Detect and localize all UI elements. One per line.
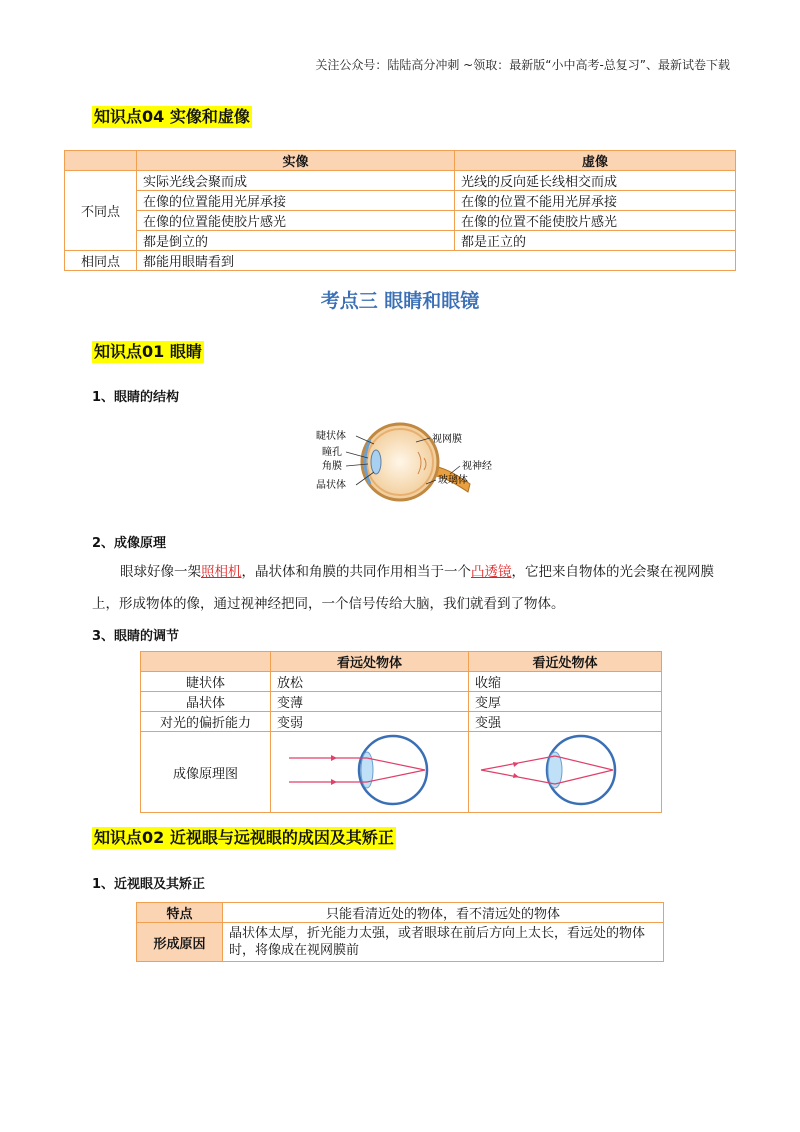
kp04-title: 知识点04 实像和虚像 — [94, 107, 250, 126]
row-label: 对光的偏折能力 — [141, 712, 271, 732]
para-text: 眼球好像一架 — [120, 564, 201, 580]
myopia-heading: 1、近视眼及其矫正 — [92, 877, 206, 892]
virtual-cell: 在像的位置不能用光屏承接 — [455, 191, 736, 211]
diff-label: 不同点 — [65, 171, 137, 251]
para-text: ，晶状体和角膜的共同作用相当于一个 — [241, 564, 471, 580]
cause-label: 形成原因 — [137, 923, 223, 962]
same-cell: 都能用眼睛看到 — [137, 251, 736, 271]
page-header: 关注公众号：陆陆高分冲刺 ~领取：最新版“小中高考-总复习”、最新试卷下载 — [315, 58, 730, 72]
adjustment-heading: 3、眼睛的调节 — [92, 629, 180, 644]
label-ciliary: 睫状体 — [316, 431, 346, 442]
far-vision-diagram — [271, 732, 467, 808]
far-cell: 变薄 — [271, 692, 469, 712]
label-optic-nerve: 视神经 — [462, 461, 492, 472]
virtual-cell: 都是正立的 — [455, 231, 736, 251]
kp01-title: 知识点01 眼睛 — [94, 342, 202, 361]
feature-label: 特点 — [137, 903, 223, 923]
diagram-label: 成像原理图 — [141, 732, 271, 813]
near-cell: 收缩 — [469, 672, 662, 692]
same-label: 相同点 — [65, 251, 137, 271]
far-diagram-cell — [271, 732, 469, 813]
para-text: ，它把来自物体的光会聚在视网膜上，形成物体的像，通过视神经把同，一个信号传给大脑，我们就看到了物体。 — [92, 564, 714, 612]
label-pupil: 瞳孔 — [322, 447, 342, 458]
imaging-heading: 2、成像原理 — [92, 536, 167, 551]
imaging-paragraph — [92, 556, 732, 620]
kp02-title: 知识点02 近视眼与远视眼的成因及其矫正 — [94, 828, 394, 847]
label-lens: 晶状体 — [316, 480, 346, 491]
real-cell: 在像的位置能使胶片感光 — [137, 211, 455, 231]
corner-cell — [141, 652, 271, 672]
far-cell: 变弱 — [271, 712, 469, 732]
col-real: 实像 — [137, 151, 455, 171]
row-label: 晶状体 — [141, 692, 271, 712]
camera-link[interactable]: 照相机 — [201, 564, 242, 580]
virtual-cell: 光线的反向延长线相交而成 — [455, 171, 736, 191]
convex-lens-link[interactable]: 凸透镜 — [471, 564, 512, 580]
feature-cell: 只能看清近处的物体，看不清远处的物体 — [223, 903, 664, 923]
myopia-table — [136, 902, 664, 962]
section-title: 考点三 眼睛和眼镜 — [320, 290, 480, 312]
eye-structure-heading: 1、眼睛的结构 — [92, 390, 180, 405]
eye-structure-diagram — [308, 418, 518, 504]
label-retina: 视网膜 — [432, 434, 462, 445]
label-cornea: 角膜 — [322, 461, 342, 472]
real-cell: 都是倒立的 — [137, 231, 455, 251]
near-vision-diagram — [469, 732, 655, 808]
cause-cell: 晶状体太厚，折光能力太强，或者眼球在前后方向上太长，看远处的物体时，将像成在视网膜前 — [223, 923, 664, 962]
label-vitreous: 玻璃体 — [438, 475, 468, 486]
col-far: 看远处物体 — [271, 652, 469, 672]
near-cell: 变厚 — [469, 692, 662, 712]
real-cell: 在像的位置能用光屏承接 — [137, 191, 455, 211]
col-near: 看近处物体 — [469, 652, 662, 672]
real-virtual-table — [64, 150, 736, 271]
far-cell: 放松 — [271, 672, 469, 692]
eye-adjustment-table — [140, 651, 662, 813]
near-diagram-cell — [469, 732, 662, 813]
near-cell: 变强 — [469, 712, 662, 732]
virtual-cell: 在像的位置不能使胶片感光 — [455, 211, 736, 231]
col-virtual: 虚像 — [455, 151, 736, 171]
row-label: 睫状体 — [141, 672, 271, 692]
real-cell: 实际光线会聚而成 — [137, 171, 455, 191]
corner-cell — [65, 151, 137, 171]
